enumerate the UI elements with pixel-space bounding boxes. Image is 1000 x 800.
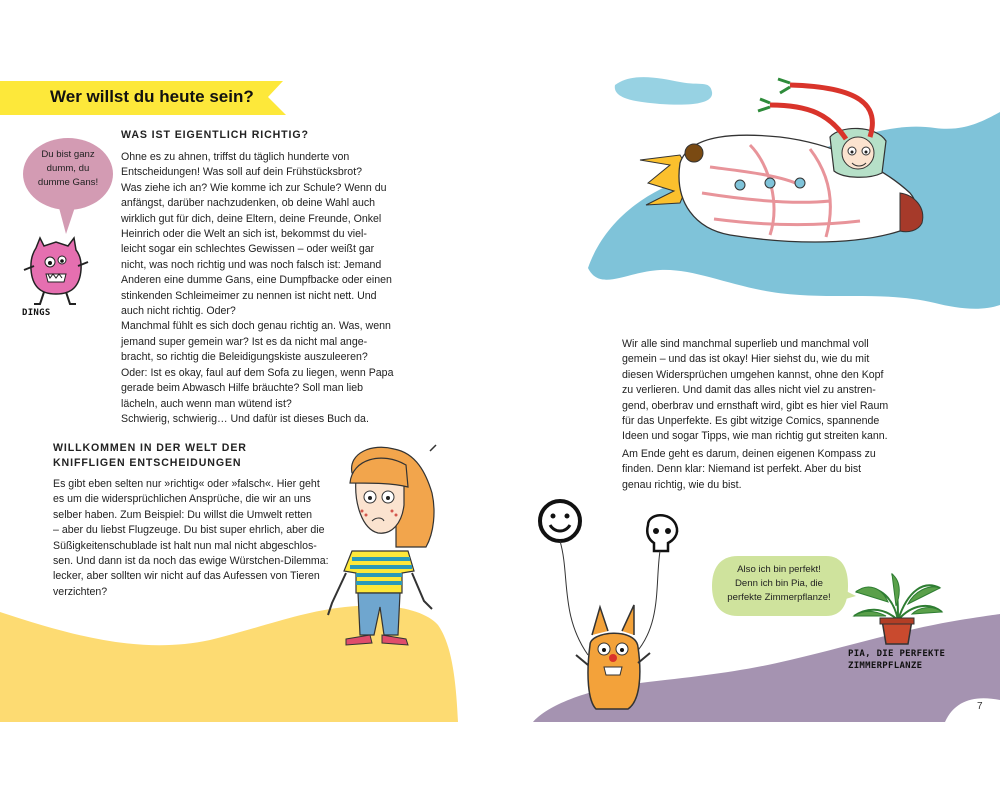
section-text-willkommen: Es gibt eben selten nur »richtig« oder »falsch«. Hier geht es um die widersprüchlichen Ansprüche, die wir an uns selber haben. Zum Beispiel: Du willst die Umwelt retten – aber du liebst Flugzeuge. Du bist super ehrlich, aber die Süßigkeitenschublade ist halt nun mal nicht abgeschlos- sen. Und dann ist da noch das ewige Würstchen-Dilemma: lecker, aber sollten wir nicht auf das Aufessen von Tieren verzichten? (53, 478, 329, 598)
rocket-illustration (630, 75, 930, 285)
plant-pia-illustration (852, 572, 944, 650)
intro-paragraph-1: Wir alle sind manchmal superlieb und manchmal voll gemein – und das ist okay! Hier siehst du, wie du mit diesen Widersprüchen umgehen kannst, ohne den Kopf zu verlieren. Und damit das alles nicht viel zu anstren- gend, oberbrav und ernsthaft wird, gibt es hier viel Raum für das Unperfekte. Es gibt witzige Comics, spannende Ideen und sogar Tipps, wie man richtig gut streiten kann. (622, 338, 889, 443)
page-title: Wer willst du heute sein? (50, 87, 254, 106)
section-heading-willkommen: WILLKOMMEN IN DER WELT DER KNIFFLIGEN ENTSCHEIDUNGEN (53, 442, 247, 469)
page-number: 7 (977, 701, 983, 712)
section-text-richtig: Ohne es zu ahnen, triffst du täglich hunderte von Entscheidungen! Was soll auf dein Frühstücksbrot? Was ziehe ich an? Wie komme ich zur Schule? Wenn du anfängst, darüber nachzudenken, ob deine Wahl auch wirklich gut für dich, deine Eltern, deine Freunde, Onkel Heinrich oder die Welt an sich ist, bekommst du viel- leicht sogar ein schlechtes Gewissen – oder weißt gar nicht, was noch richtig und was noch falsch ist: Jemand Anderen eine dumme Gans, eine Dumpfbacke oder einen stinkenden Schleimeimer zu nennen ist nicht nett. Und auch nicht richtig. Oder? Manchmal fühlt es sich doch genau richtig an. Was, wenn jemand super gemein war? Ist es da nicht mal ange- bracht, so richtig die Beleidigungskiste auszuleeren? Oder: Ist es okay, faul auf dem Sofa zu liegen, wenn Papa gerade beim Abwasch Hilfe bräuchte? Soll man lieb lächeln, auch wenn man wütend ist? Schwierig, schwierig… Und dafür ist dieses Buch da. (121, 151, 394, 425)
girl-illustration (322, 443, 440, 647)
monster-label: DINGS (22, 308, 51, 318)
speech-bubble-green-text: Also ich bin perfekt! Denn ich bin Pia, die perfekte Zimmerpflanze! (727, 564, 831, 603)
dings-monster-illustration (22, 236, 92, 308)
intro-paragraph-2: Am Ende geht es darum, deinen eigenen Kompass zu finden. Denn klar: Niemand ist perfekt. Aber du bist genau richtig, wie du bist. (622, 448, 876, 491)
section-heading-richtig: WAS IST EIGENTLICH RICHTIG? (121, 129, 309, 141)
speech-bubble-text: Du bist ganz dumm, du dumme Gans! (37, 149, 99, 188)
plant-label: PIA, DIE PERFEKTE ZIMMERPFLANZE (848, 649, 946, 671)
balloons-rabbit-illustration (530, 495, 700, 717)
